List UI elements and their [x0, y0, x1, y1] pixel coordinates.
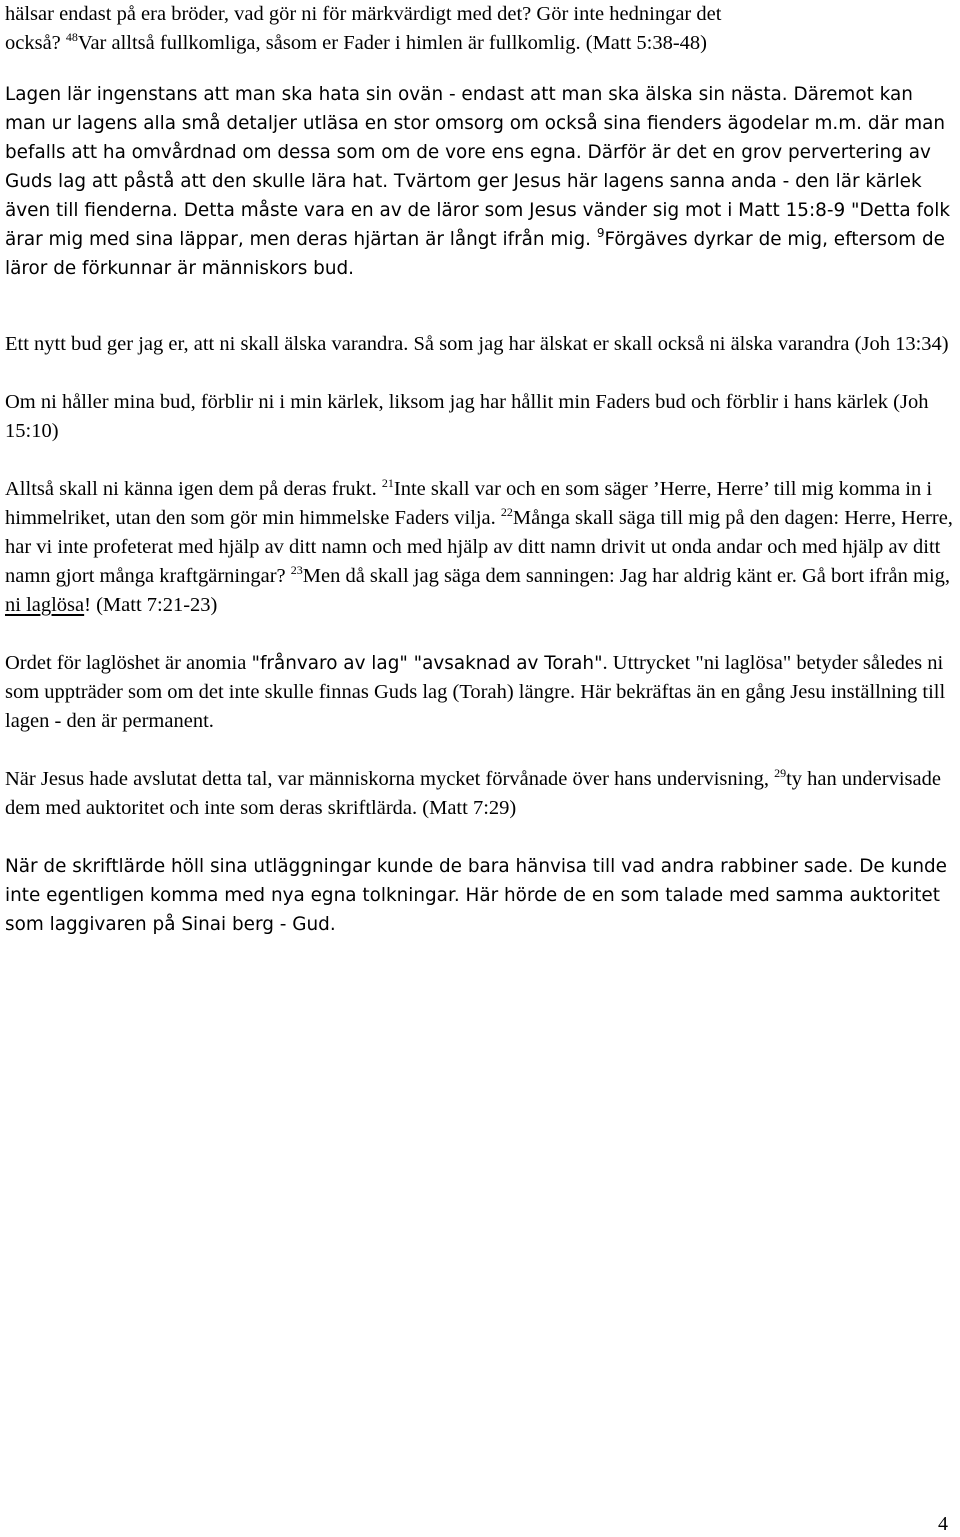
- verse-number: 23: [290, 563, 303, 577]
- paragraph-john-15-10: Om ni håller mina bud, förblir ni i min kärlek, liksom jag har hållit min Faders bud och förblir i hans kärlek (Joh 15:10): [5, 391, 929, 442]
- paragraph-matt-7-21-23: [5, 475, 955, 620]
- underlined-phrase: ni laglösa: [5, 594, 85, 616]
- text-run: ! (Matt 7:21-23): [84, 594, 218, 616]
- text-run: också?: [5, 32, 66, 54]
- text-run: ty han undervisade dem med auktoritet och inte som deras skriftlärda. (Matt 7:29): [5, 768, 941, 819]
- text-run: När Jesus hade avslutat detta tal, var människorna mycket förvånade över hans undervisning,: [5, 768, 775, 790]
- text-run: Var alltså fullkomliga, såsom er Fader i himlen är fullkomlig. (Matt 5:38-48): [77, 32, 708, 54]
- paragraph-scribes: När de skriftlärde höll sina utläggningar kunde de bara hänvisa till vad andra rabbiner sade. De kunde inte egentligen komma med nya egna tolkningar. Här hörde de en som talade med samma auktoritet som laggivaren på Sinai berg - Gud.: [5, 856, 947, 935]
- text-run: Lagen lär ingenstans att man ska hata sin ovän - endast att man ska älska sin nästa. Däremot kan man ur lagens alla små detaljer utläsa en stor omsorg om också sina fienders ägodelar m.m. där man befalls att ha omvårdnad om dessa som om de vore ens egna. Därför är det en grov pervertering av Guds lag att påstå att den skulle lära hat. Tvärtom ger Jesus här lagens sanna anda - den lär kärlek även till fienderna. Detta måste vara en av de läror som Jesus vänder sig mot i Matt 15:8-9 "Detta folk ärar mig med sina läppar, men deras hjärtan är långt ifrån mig.: [5, 84, 951, 250]
- text-run: Men då skall jag säga dem sanningen: Jag har aldrig känt er. Gå bort ifrån mig,: [302, 565, 951, 587]
- text-run: Inte skall var och en som säger ’Herre, Herre’ till mig komma in i himmelriket, utan den som gör min himmelske Faders vilja.: [5, 478, 933, 529]
- text-run: Många skall säga till mig på den dagen: Herre, Herre, har vi inte profeterat med hjälp av ditt namn och med hjälp av ditt namn drivit ut onda andar och med hjälp av ditt namn gjort många kraftgärningar?: [5, 507, 953, 587]
- paragraph-anomia: [5, 649, 955, 736]
- paragraph-law-commentary: [5, 80, 955, 283]
- document-page: [5, 0, 955, 939]
- paragraph-john-13-34: Ett nytt bud ger jag er, att ni skall älska varandra. Så som jag har älskat er skall också ni älska varandra (Joh 13:34): [5, 333, 949, 355]
- verse-number: 29: [774, 766, 787, 780]
- verse-number: 9: [596, 226, 605, 240]
- verse-number: 21: [381, 476, 394, 490]
- text-line: hälsar endast på era bröder, vad gör ni för märkvärdigt med det? Gör inte hedningar det: [5, 3, 722, 25]
- verse-number: 22: [500, 505, 513, 519]
- text-run: . Uttrycket "ni laglösa" betyder således ni som uppträder som om det inte skulle finnas Guds lag (Torah) längre. Här bekräftas än en gång Jesu inställning till lagen - den är permanent.: [5, 652, 946, 732]
- text-run: Alltså skall ni känna igen dem på deras frukt.: [5, 478, 382, 500]
- quoted-definition: "frånvaro av lag" "avsaknad av Torah": [251, 653, 603, 674]
- page-number: 4: [938, 1513, 948, 1535]
- verse-number: 48: [65, 30, 78, 44]
- text-run: Förgäves dyrkar de mig, eftersom de läror de förkunnar är människors bud.: [5, 229, 945, 279]
- text-run: Ordet för laglöshet är anomia: [5, 652, 252, 674]
- paragraph-matt-7-29: [5, 765, 955, 823]
- paragraph-matt5-ending: [5, 0, 955, 58]
